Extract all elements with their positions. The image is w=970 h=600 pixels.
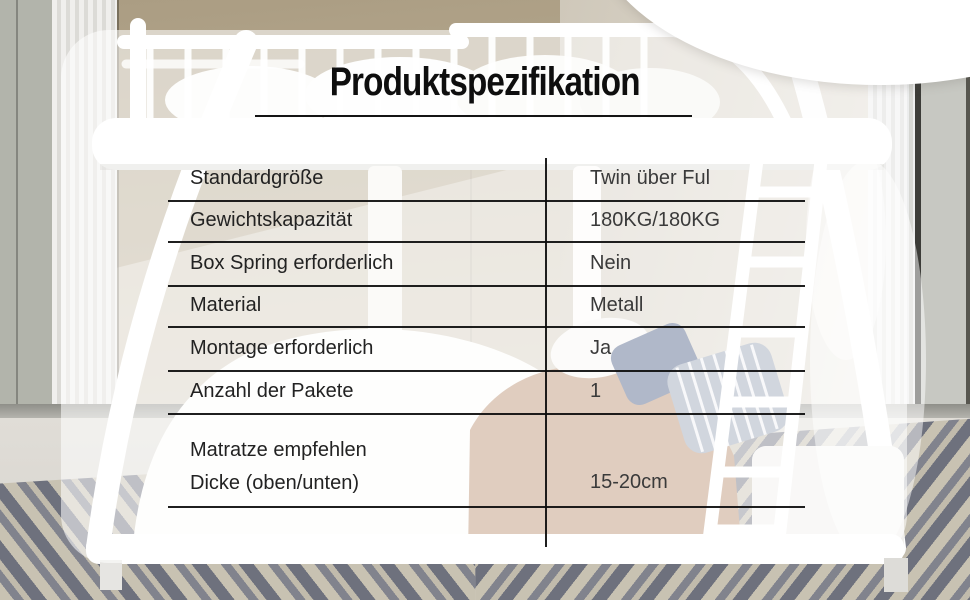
- heading-wrap: [0, 60, 970, 105]
- spec-value: Twin über Ful: [590, 166, 711, 189]
- spec-value: Nein: [590, 251, 632, 274]
- spec-label: Anzahl der Pakete: [190, 380, 354, 402]
- spec-label-line2: Dicke (oben/unten): [190, 472, 359, 494]
- spec-value: Ja: [590, 336, 612, 359]
- table-row: [168, 415, 805, 508]
- table-row: [168, 287, 805, 328]
- spec-value: Metall: [590, 294, 644, 316]
- title-underline: [255, 115, 692, 117]
- spec-label: Montage erforderlich: [190, 336, 374, 359]
- spec-label: Box Spring erforderlich: [190, 251, 394, 274]
- left-foot: [100, 560, 122, 590]
- spec-value: 180KG/180KG: [590, 209, 721, 231]
- spec-value: 15-20cm: [590, 471, 668, 493]
- spec-label-line1: Matratze empfehlen: [190, 439, 367, 461]
- spec-table: [168, 158, 805, 547]
- spec-label: Material: [190, 294, 262, 316]
- table-row: [168, 158, 805, 202]
- table-row: [168, 202, 805, 243]
- spec-label: [190, 415, 367, 504]
- table-row: [168, 372, 805, 415]
- spec-value: 1: [590, 380, 602, 402]
- table-column-divider: [545, 158, 547, 547]
- spec-label: Gewichtskapazität: [190, 209, 353, 231]
- page-title: Produktspezifikation: [330, 60, 640, 104]
- right-foot: [884, 558, 908, 592]
- table-row: [168, 243, 805, 287]
- table-row: [168, 328, 805, 372]
- spec-label: Standardgröße: [190, 166, 324, 189]
